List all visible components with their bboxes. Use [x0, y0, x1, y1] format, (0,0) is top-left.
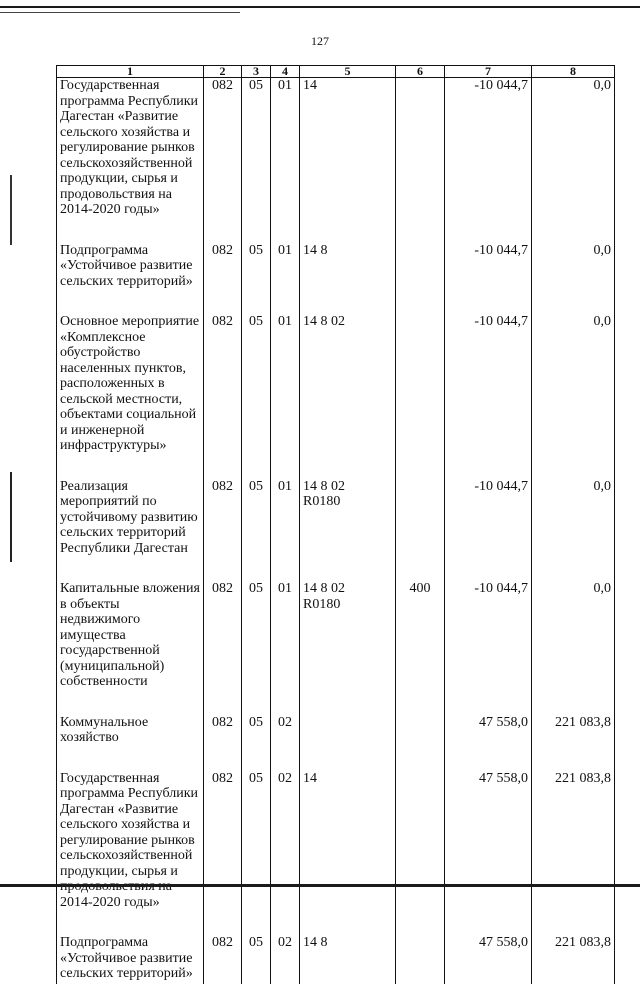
- row-name: Подпрограмма «Устойчивое развитие сельских территорий»: [57, 935, 204, 984]
- row-col-5-code: 14: [303, 770, 317, 786]
- row-col-7: -10 044,7: [445, 479, 532, 582]
- row-col-8: 0,0: [532, 243, 615, 315]
- row-col-5-code: 14 8 02: [303, 314, 345, 329]
- row-col-4: 01: [271, 243, 300, 315]
- scan-mark-left-upper: [10, 175, 12, 245]
- row-col-3: 05: [242, 314, 271, 479]
- row-col-2: 082: [204, 243, 242, 315]
- row-col-3: 05: [242, 479, 271, 582]
- row-name: Реализация мероприятий по устойчивому развитию сельских территорий Республики Дагестан: [57, 479, 204, 582]
- row-col-8: 0,0: [532, 314, 615, 479]
- table-row: [57, 771, 615, 936]
- row-name: Коммунальное хозяйство: [57, 715, 204, 771]
- row-col-2: 082: [204, 314, 242, 479]
- page-number: 127: [311, 34, 329, 48]
- row-col-3: 05: [242, 581, 271, 715]
- table-row: [57, 581, 615, 715]
- row-col-7: -10 044,7: [445, 581, 532, 715]
- row-col-2: 082: [204, 78, 242, 243]
- row-col-5: [300, 581, 396, 715]
- row-col-3: 05: [242, 935, 271, 984]
- row-name: Подпрограмма «Устойчивое развитие сельских территорий»: [57, 243, 204, 315]
- row-col-2: 082: [204, 771, 242, 936]
- row-col-6: [396, 314, 445, 479]
- row-col-5-subcode: R0180: [303, 494, 341, 509]
- row-col-8: 221 083,8: [532, 935, 615, 984]
- header-col-6: 6: [396, 66, 445, 78]
- row-col-5-code: 14 8: [303, 935, 328, 950]
- row-col-7: 47 558,0: [445, 771, 532, 936]
- row-name: Основное мероприятие «Комплексное обустройство населенных пунктов, расположенных в сельской местности, объектами социальной и инженерной инфраструктуры»: [57, 314, 204, 479]
- row-col-3: 05: [242, 78, 271, 243]
- row-col-4: 01: [271, 479, 300, 582]
- header-col-2: 2: [204, 66, 242, 78]
- row-col-6: 400: [396, 581, 445, 715]
- row-col-4: 01: [271, 314, 300, 479]
- row-col-8: 0,0: [532, 479, 615, 582]
- row-col-8: 0,0: [532, 78, 615, 243]
- table-row: [57, 314, 615, 479]
- row-col-5-code: 14: [303, 78, 317, 93]
- row-col-5: [300, 314, 396, 479]
- header-col-3: 3: [242, 66, 271, 78]
- row-col-3: 05: [242, 243, 271, 315]
- row-col-5-subcode: R0180: [303, 596, 341, 612]
- table-row: [57, 78, 615, 243]
- row-col-6: [396, 715, 445, 771]
- table-row: [57, 243, 615, 315]
- row-col-2: 082: [204, 715, 242, 771]
- row-col-6: [396, 479, 445, 582]
- row-col-6: [396, 243, 445, 315]
- row-col-4: 02: [271, 771, 300, 936]
- row-col-4: 02: [271, 935, 300, 984]
- row-col-4: 02: [271, 715, 300, 771]
- row-col-5-code: 14 8 02: [303, 478, 345, 494]
- row-col-4: 01: [271, 78, 300, 243]
- row-col-3: 05: [242, 771, 271, 936]
- row-col-5-code: 14 8: [303, 242, 328, 258]
- row-col-2: 082: [204, 479, 242, 582]
- row-col-7: -10 044,7: [445, 243, 532, 315]
- row-col-2: 082: [204, 935, 242, 984]
- row-name: Капитальные вложения в объекты недвижимого имущества государственной (муниципальной) собственности: [57, 581, 204, 715]
- header-row: [57, 66, 615, 78]
- header-col-7: 7: [445, 66, 532, 78]
- row-col-5: [300, 771, 396, 936]
- scan-mark-left-lower: [10, 472, 12, 562]
- row-col-7: 47 558,0: [445, 715, 532, 771]
- row-col-3: 05: [242, 715, 271, 771]
- row-col-5: [300, 243, 396, 315]
- row-col-7: -10 044,7: [445, 78, 532, 243]
- row-col-6: [396, 78, 445, 243]
- row-col-7: -10 044,7: [445, 314, 532, 479]
- header-col-4: 4: [271, 66, 300, 78]
- header-col-5: 5: [300, 66, 396, 78]
- row-name: Государственная программа Республики Дагестан «Развитие сельского хозяйства и регулирование рынков сельскохозяйственной продукции, сырья и 2014-2020 годы»: [57, 771, 204, 936]
- header-col-8: 8: [532, 66, 615, 78]
- row-col-4: 01: [271, 581, 300, 715]
- table-row: [57, 715, 615, 771]
- budget-table: [56, 65, 615, 984]
- row-col-5: [300, 715, 396, 771]
- row-col-8: 221 083,8: [532, 715, 615, 771]
- row-col-2: 082: [204, 581, 242, 715]
- scan-edge-bottom: [0, 884, 640, 887]
- row-col-6: [396, 771, 445, 936]
- scan-edge-top: [0, 6, 640, 8]
- row-col-8: 221 083,8: [532, 771, 615, 936]
- row-col-5: [300, 935, 396, 984]
- row-col-5-code: 14 8 02: [303, 581, 345, 596]
- row-col-8: 0,0: [532, 581, 615, 715]
- row-name: Государственная программа Республики Дагестан «Развитие сельского хозяйства и регулирование рынков сельскохозяйственной продукции, сырья и продовольствия на 2014-2020 годы»: [57, 78, 204, 243]
- row-col-6: [396, 935, 445, 984]
- table-row: [57, 935, 615, 984]
- row-col-7: 47 558,0: [445, 935, 532, 984]
- row-col-5: [300, 78, 396, 243]
- table-row: [57, 479, 615, 582]
- row-col-5: [300, 479, 396, 582]
- header-col-1: 1: [57, 66, 204, 78]
